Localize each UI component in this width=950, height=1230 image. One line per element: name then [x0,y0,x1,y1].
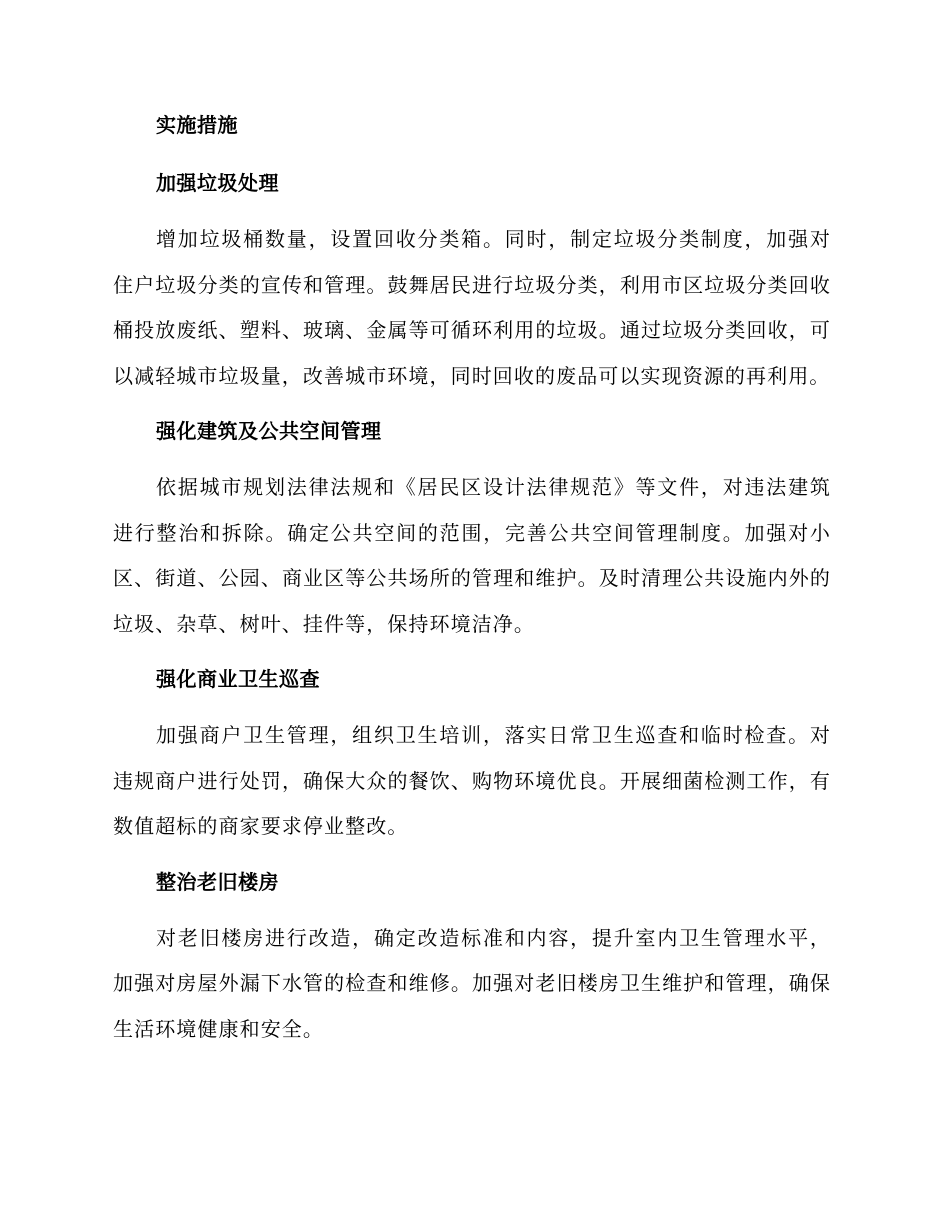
section-body-garbage: 增加垃圾桶数量，设置回收分类箱。同时，制定垃圾分类制度，加强对住户垃圾分类的宣传和管理。鼓舞居民进行垃圾分类，利用市区垃圾分类回收桶投放废纸、塑料、玻璃、金属等可循环利用的垃圾。通过垃圾分类回收，可以减轻城市垃圾量，改善城市环境，同时回收的废品可以实现资源的再利用。 [113,227,831,388]
section-heading-garbage: 加强垃圾处理 [156,171,279,195]
section-body-buildings: 依据城市规划法律法规和《居民区设计法律规范》等文件，对违法建筑进行整治和拆除。确定公共空间的范围，完善公共空间管理制度。加强对小区、街道、公园、商业区等公共场所的管理和维护。及时清理公共设施内外的垃圾、杂草、树叶、挂件等，保持环境洁净。 [113,475,831,636]
section-heading-old-buildings: 整治老旧楼房 [156,869,279,894]
section-heading-commercial: 强化商业卫生巡查 [156,667,320,691]
section-body-old-buildings: 对老旧楼房进行改造，确定改造标准和内容，提升室内卫生管理水平，加强对房屋外漏下水管的检查和维修。加强对老旧楼房卫生维护和管理，确保生活环境健康和安全。 [113,925,831,1041]
document-title: 实施措施 [156,113,238,137]
document-page [113,107,831,1052]
section-heading-buildings: 强化建筑及公共空间管理 [156,419,382,443]
section-body-commercial: 加强商户卫生管理，组织卫生培训，落实日常卫生巡查和临时检查。对违规商户进行处罚，确保大众的餐饮、购物环境优良。开展细菌检测工作，有数值超标的商家要求停业整改。 [113,723,831,838]
